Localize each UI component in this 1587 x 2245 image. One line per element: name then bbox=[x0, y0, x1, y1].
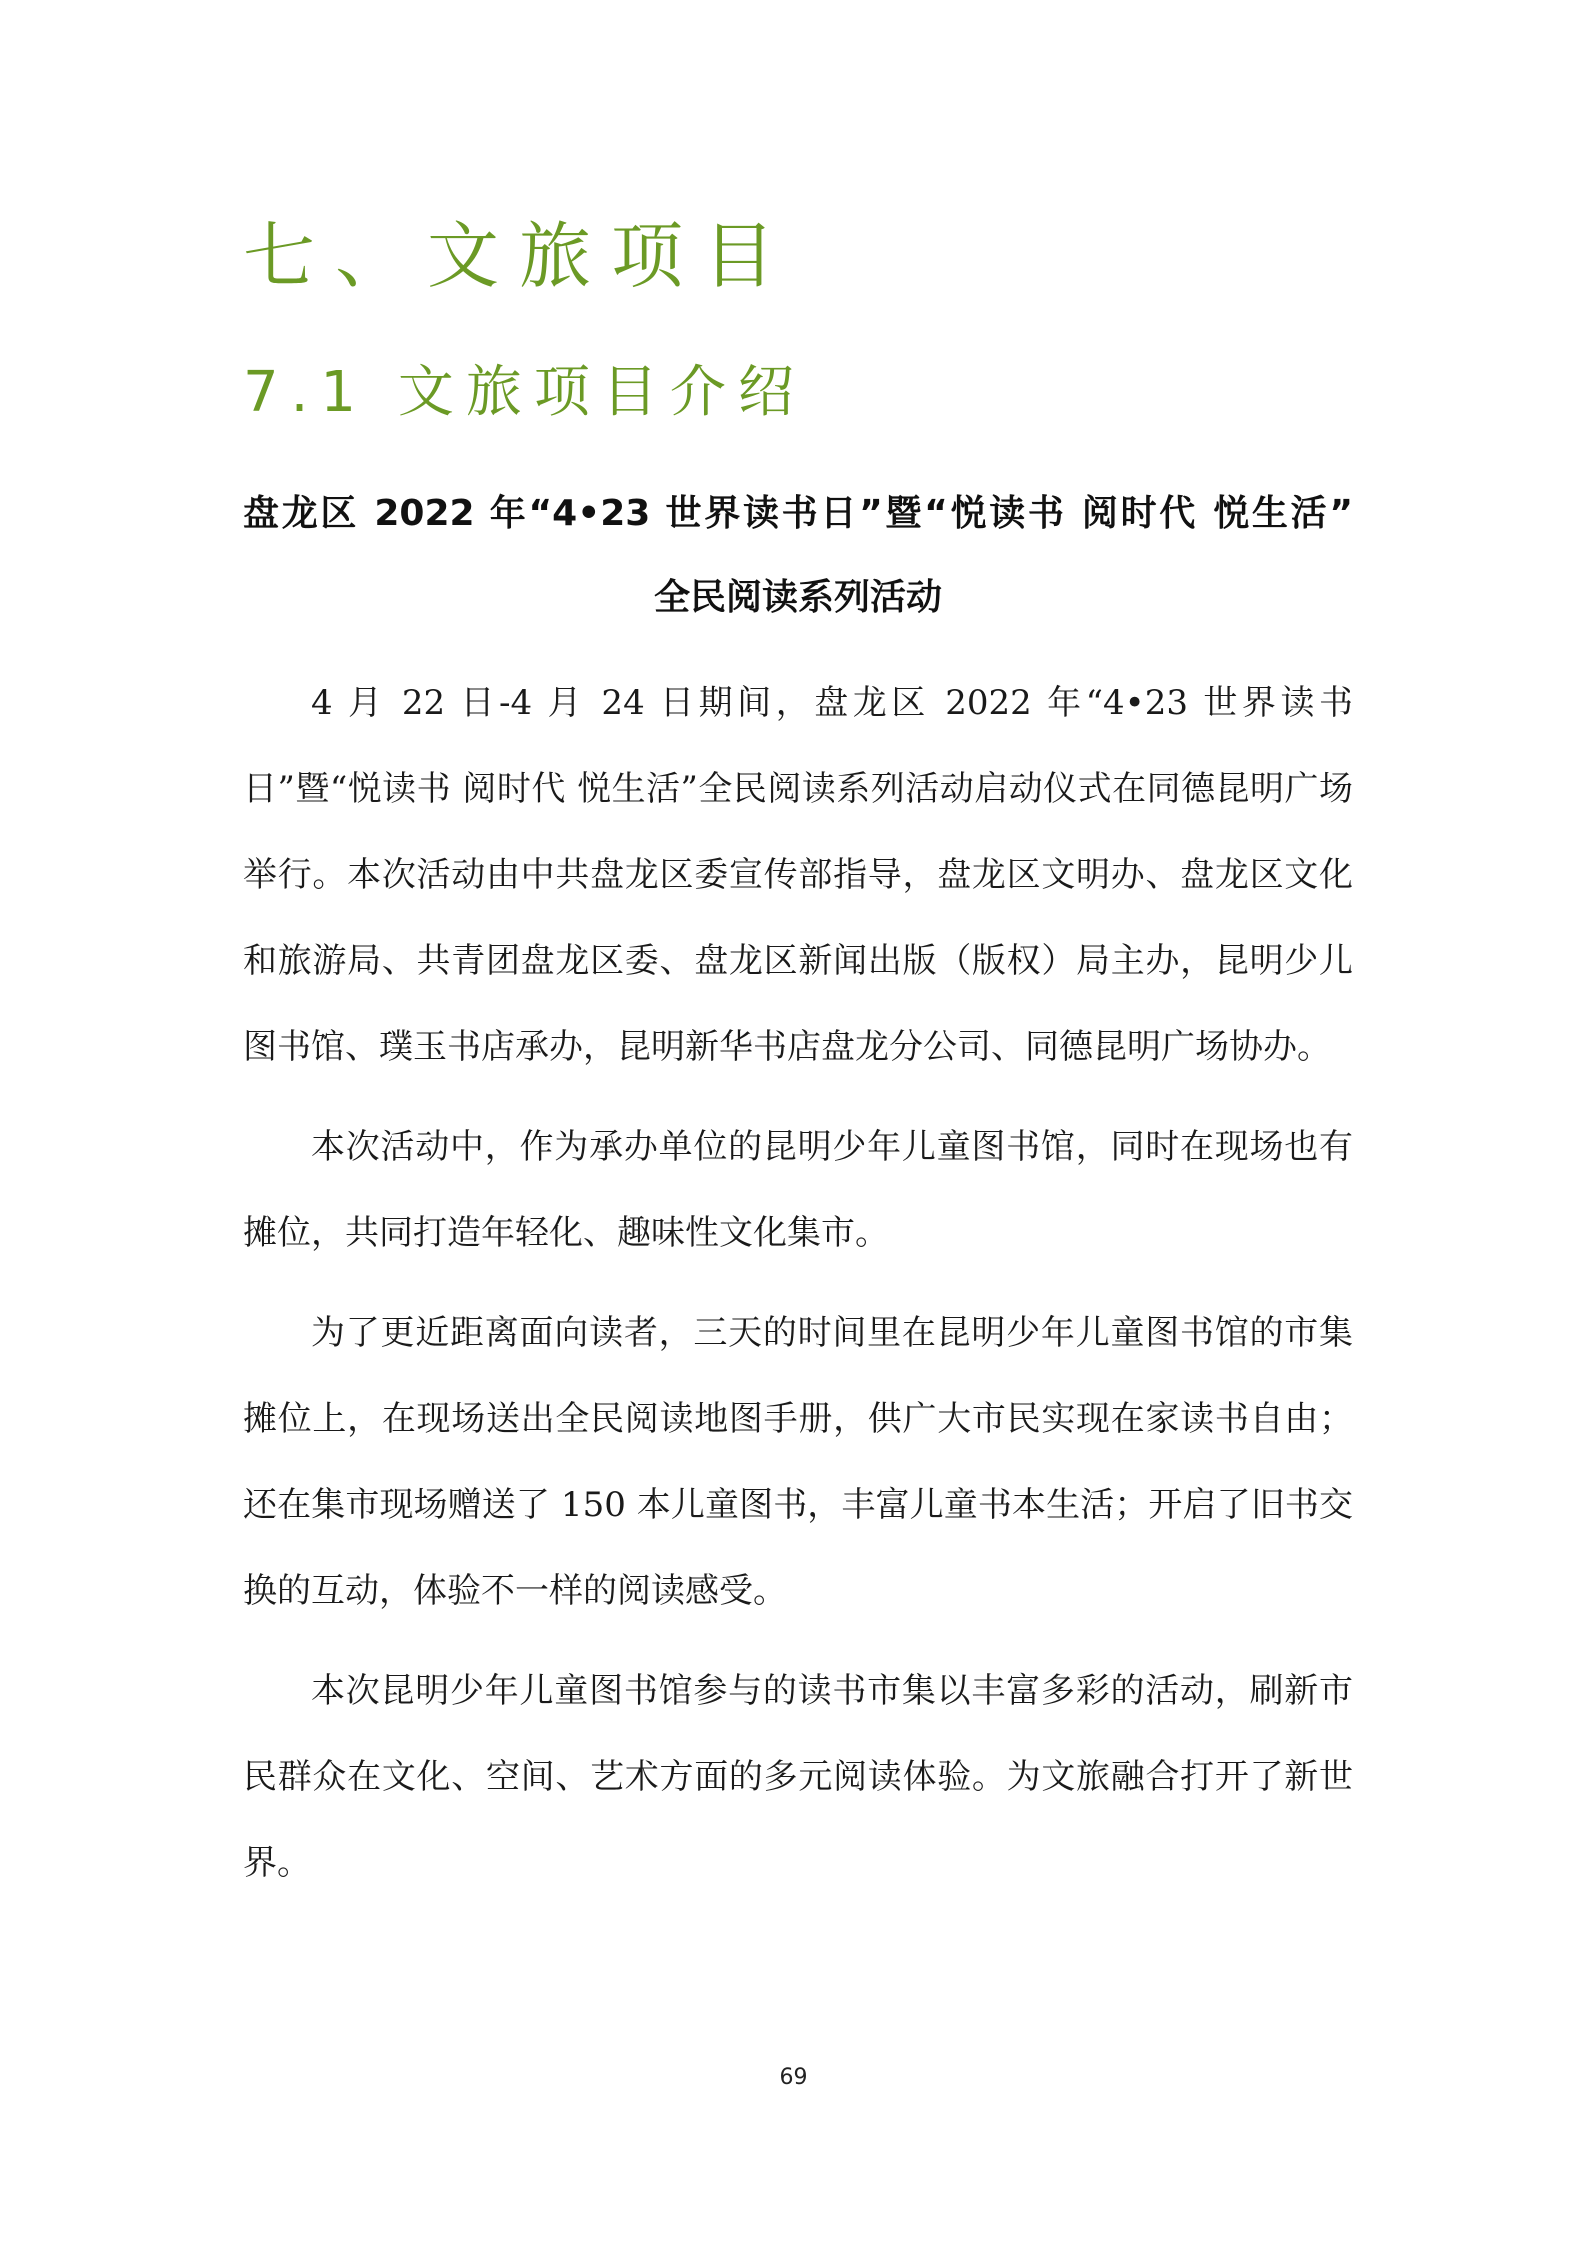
section-title: 7.1 文旅项目介绍 bbox=[243, 360, 806, 425]
page-number: 69 bbox=[779, 2065, 808, 2090]
article-title-line-2: 全民阅读系列活动 bbox=[653, 577, 942, 618]
article-body bbox=[243, 660, 1353, 1920]
body-paragraph: 本次昆明少年儿童图书馆参与的读书市集以丰富多彩的活动，刷新市民群众在文化、空间、艺术方面的多元阅读体验。为文旅融合打开了新世界。 bbox=[243, 1671, 1353, 1883]
article-title bbox=[243, 472, 1353, 640]
body-paragraph: 为了更近距离面向读者，三天的时间里在昆明少年儿童图书馆的市集摊位上，在现场送出全民阅读地图手册，供广大市民实现在家读书自由；还在集市现场赠送了 150 本儿童图书，丰富儿童书本生活；开启了旧书交换的互动，体验不一样的阅读感受。 bbox=[243, 1313, 1353, 1611]
article-title-line-1: 盘龙区 2022 年“4•23 世界读书日”暨“悦读书 阅时代 悦生活” bbox=[243, 493, 1353, 534]
body-paragraph: 4 月 22 日-4 月 24 日期间，盘龙区 2022 年“4•23 世界读书日”暨“悦读书 阅时代 悦生活”全民阅读系列活动启动仪式在同德昆明广场举行。本次活动由中共盘龙区委宣传部指导，盘龙区文明办、盘龙区文化和旅游局、共青团盘龙区委、盘龙区新闻出版（版权）局主办，昆明少儿图书馆、璞玉书店承办，昆明新华书店盘龙分公司、同德昆明广场协办。 bbox=[243, 683, 1353, 1067]
body-paragraph: 本次活动中，作为承办单位的昆明少年儿童图书馆，同时在现场也有摊位，共同打造年轻化、趣味性文化集市。 bbox=[243, 1127, 1353, 1253]
chapter-title: 七、文旅项目 bbox=[243, 214, 796, 298]
